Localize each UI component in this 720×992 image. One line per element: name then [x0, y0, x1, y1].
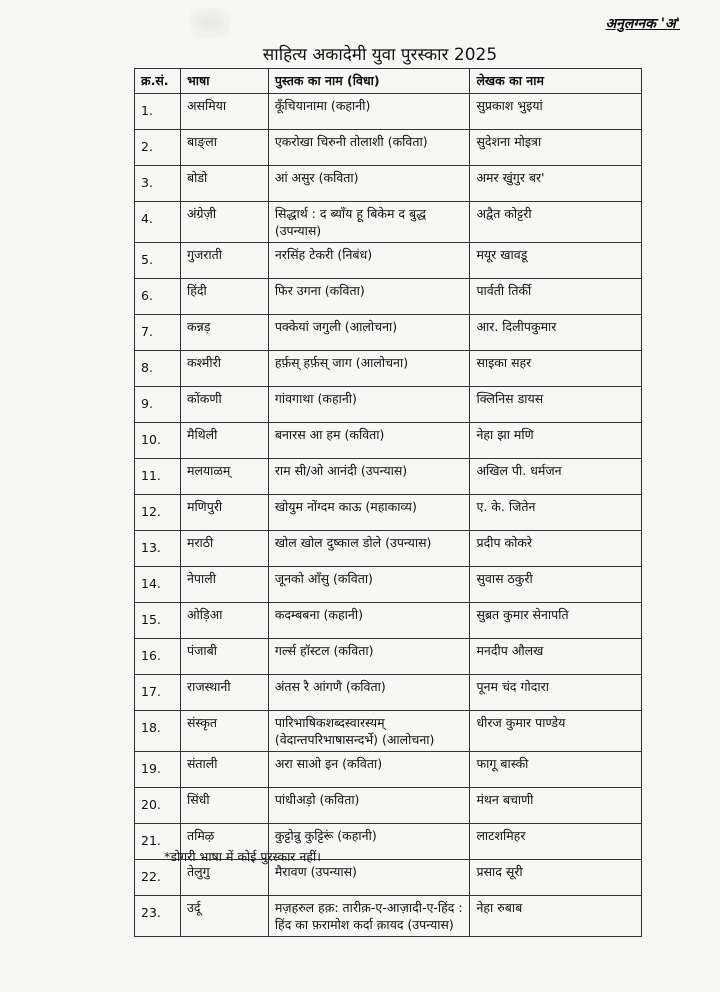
language-cell: मराठी	[180, 531, 268, 567]
table-row	[135, 495, 642, 531]
header-author: लेखक का नाम	[470, 69, 642, 94]
award-table	[134, 68, 642, 937]
book-cell: हर्फ़स् हर्फ़स् जाग (आलोचना)	[268, 351, 470, 387]
language-cell: मणिपुरी	[180, 495, 268, 531]
table-row	[135, 639, 642, 675]
serial-cell: 1.	[135, 94, 181, 130]
book-cell: कुट्टोन्रु कुट्टिरूं (कहानी)	[268, 824, 470, 860]
book-cell: खोल खोल दुष्काल डोले (उपन्यास)	[268, 531, 470, 567]
table-row	[135, 711, 642, 752]
author-cell: पार्वती तिर्की	[470, 279, 642, 315]
language-cell: उर्दू	[180, 896, 268, 937]
table-row	[135, 243, 642, 279]
book-cell: मज़हरुल हक़: तारीक़-ए-आज़ादी-ए-हिंद : हिंद का फ़रामोश कर्दा क़ायद (उपन्यास)	[268, 896, 470, 937]
serial-cell: 19.	[135, 752, 181, 788]
language-cell: नेपाली	[180, 567, 268, 603]
table-row	[135, 896, 642, 937]
book-cell: राम सी/ओ आनंदी (उपन्यास)	[268, 459, 470, 495]
author-cell: पूनम चंद गोदारा	[470, 675, 642, 711]
serial-cell: 13.	[135, 531, 181, 567]
language-cell: कश्मीरी	[180, 351, 268, 387]
book-cell: कूँचियानामा (कहानी)	[268, 94, 470, 130]
book-cell: अंतस रै आंगणै (कविता)	[268, 675, 470, 711]
table-row	[135, 94, 642, 130]
book-cell: जूनको आँसु (कविता)	[268, 567, 470, 603]
table-row	[135, 387, 642, 423]
author-cell: फागू बास्की	[470, 752, 642, 788]
serial-cell: 6.	[135, 279, 181, 315]
serial-cell: 20.	[135, 788, 181, 824]
table-body	[135, 94, 642, 937]
serial-cell: 3.	[135, 166, 181, 202]
serial-cell: 8.	[135, 351, 181, 387]
serial-cell: 12.	[135, 495, 181, 531]
book-cell: नरसिंह टेकरी (निबंध)	[268, 243, 470, 279]
serial-cell: 4.	[135, 202, 181, 243]
header-book: पुस्तक का नाम (विधा)	[268, 69, 470, 94]
serial-cell: 14.	[135, 567, 181, 603]
language-cell: सिंधी	[180, 788, 268, 824]
author-cell: अखिल पी. धर्मजन	[470, 459, 642, 495]
book-cell: अरा साओ इन (कविता)	[268, 752, 470, 788]
language-cell: ओड़िआ	[180, 603, 268, 639]
serial-cell: 7.	[135, 315, 181, 351]
language-cell: कन्नड़	[180, 315, 268, 351]
author-cell: सुदेशना मोइत्रा	[470, 130, 642, 166]
author-cell: क्लिनिस डायस	[470, 387, 642, 423]
book-cell: आं असुर (कविता)	[268, 166, 470, 202]
table-row	[135, 752, 642, 788]
language-cell: असमिया	[180, 94, 268, 130]
book-cell: सिद्धार्थ : द ब्याँय हू बिकेम द बुद्ध (उपन्यास)	[268, 202, 470, 243]
book-cell: मैरावण (उपन्यास)	[268, 860, 470, 896]
language-cell: मलयाळम्	[180, 459, 268, 495]
author-cell: सुब्रत कुमार सेनापति	[470, 603, 642, 639]
author-cell: प्रदीप कोकरे	[470, 531, 642, 567]
author-cell: मयूर खावडू	[470, 243, 642, 279]
table-row	[135, 315, 642, 351]
book-cell: बनारस आ हम (कविता)	[268, 423, 470, 459]
book-cell: फिर उगना (कविता)	[268, 279, 470, 315]
table-row	[135, 531, 642, 567]
language-cell: बोडो	[180, 166, 268, 202]
page-title: साहित्य अकादेमी युवा पुरस्कार 2025	[262, 45, 498, 65]
book-cell: कदम्बबना (कहानी)	[268, 603, 470, 639]
author-cell: नेहा रुबाब	[470, 896, 642, 937]
table-row	[135, 279, 642, 315]
language-cell: कोंकणी	[180, 387, 268, 423]
author-cell: लाटशमिहर	[470, 824, 642, 860]
header-language: भाषा	[180, 69, 268, 94]
serial-cell: 5.	[135, 243, 181, 279]
footnote: *डोगरी भाषा में कोई पुरस्कार नहीं।	[164, 849, 321, 864]
serial-cell: 21.	[135, 824, 181, 860]
language-cell: मैथिली	[180, 423, 268, 459]
book-cell: एकरोखा चिरुनी तोलाशी (कविता)	[268, 130, 470, 166]
author-cell: नेहा झा मणि	[470, 423, 642, 459]
language-cell: बाङ्ला	[180, 130, 268, 166]
author-cell: अमर खुंगुर बर'	[470, 166, 642, 202]
author-cell: सुप्रकाश भुइयां	[470, 94, 642, 130]
language-cell: संताली	[180, 752, 268, 788]
language-cell: संस्कृत	[180, 711, 268, 752]
author-cell: मंथन बचाणी	[470, 788, 642, 824]
book-cell: पांधीअड़ो (कविता)	[268, 788, 470, 824]
book-cell: गांवगाथा (कहानी)	[268, 387, 470, 423]
serial-cell: 17.	[135, 675, 181, 711]
serial-cell: 15.	[135, 603, 181, 639]
serial-cell: 9.	[135, 387, 181, 423]
book-cell: पक्केयां जगुली (आलोचना)	[268, 315, 470, 351]
language-cell: तमिऴ	[180, 824, 268, 860]
author-cell: सुवास ठकुरी	[470, 567, 642, 603]
table-row	[135, 788, 642, 824]
annexure-label: अनुलग्नक 'अ'	[605, 16, 680, 32]
table-row	[135, 675, 642, 711]
table-row	[135, 603, 642, 639]
serial-cell: 11.	[135, 459, 181, 495]
language-cell: गुजराती	[180, 243, 268, 279]
serial-cell: 2.	[135, 130, 181, 166]
table-row	[135, 130, 642, 166]
language-cell: राजस्थानी	[180, 675, 268, 711]
author-cell: अद्वैत कोट्टरी	[470, 202, 642, 243]
book-cell: खोयुम नोंग्दम काऊ (महाकाव्य)	[268, 495, 470, 531]
serial-cell: 10.	[135, 423, 181, 459]
author-cell: आर. दिलीपकुमार	[470, 315, 642, 351]
author-cell: मनदीप औलख	[470, 639, 642, 675]
book-cell: गर्ल्स हॉस्टल (कविता)	[268, 639, 470, 675]
table-row	[135, 567, 642, 603]
language-cell: तेलुगु	[180, 860, 268, 896]
author-cell: साइका सहर	[470, 351, 642, 387]
author-cell: प्रसाद सूरी	[470, 860, 642, 896]
header-serial: क्र.सं.	[135, 69, 181, 94]
serial-cell: 18.	[135, 711, 181, 752]
table-row	[135, 166, 642, 202]
table-row	[135, 202, 642, 243]
language-cell: हिंदी	[180, 279, 268, 315]
table-row	[135, 423, 642, 459]
language-cell: पंजाबी	[180, 639, 268, 675]
serial-cell: 22.	[135, 860, 181, 896]
scan-smudge	[190, 8, 230, 38]
serial-cell: 16.	[135, 639, 181, 675]
serial-cell: 23.	[135, 896, 181, 937]
language-cell: अंग्रेज़ी	[180, 202, 268, 243]
book-cell: पारिभाषिकशब्दस्वारस्यम् (वेदान्तपरिभाषासन्दर्भे) (आलोचना)	[268, 711, 470, 752]
table-header-row	[135, 69, 642, 94]
author-cell: ए. के. जितेन	[470, 495, 642, 531]
table-row	[135, 459, 642, 495]
author-cell: धीरज कुमार पाण्डेय	[470, 711, 642, 752]
table-row	[135, 351, 642, 387]
